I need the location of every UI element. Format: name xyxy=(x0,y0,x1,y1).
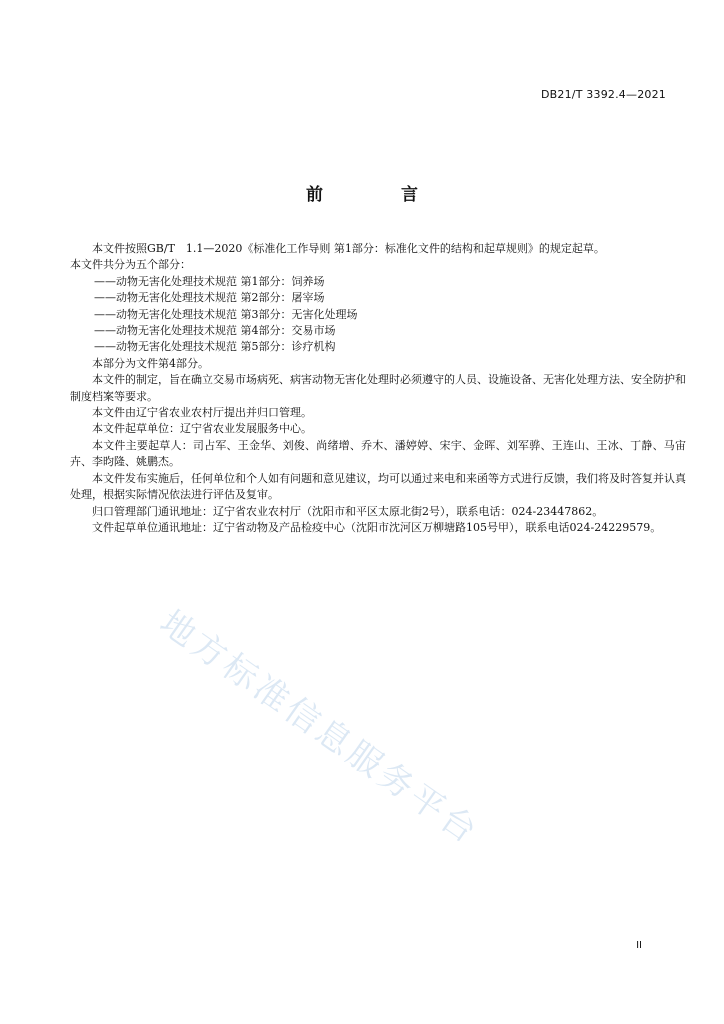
paragraph-proposer: 本文件由辽宁省农业农村厅提出并归口管理。 xyxy=(92,406,312,420)
paragraph-drafting-unit: 本文件起草单位：辽宁省农业发展服务中心。 xyxy=(92,422,312,436)
watermark: 地方标准信息服务平台 xyxy=(152,602,487,854)
paragraph-management-address: 归口管理部门通讯地址：辽宁省农业农村厅（沈阳市和平区太原北街2号），联系电话：024-23447862。 xyxy=(92,504,604,518)
paragraph-parts-intro: 本文件共分为五个部分： xyxy=(70,258,191,272)
paragraph-drafters: 本文件主要起草人：司占军、王金华、刘俊、尚绪增、乔木、潘婷婷、宋宇、金晖、刘军骅、王连山、王冰、丁静、马宙卉、李昀隆、姚鹏杰。 xyxy=(70,438,686,469)
paragraph-part-number: 本部分为文件第4部分。 xyxy=(92,356,209,370)
paragraph-feedback: 本文件发布实施后，任何单位和个人如有问题和意见建议，均可以通过来电和来函等方式进行反馈，我们将及时答复并认真处理，根据实际情况依法进行评估及复审。 xyxy=(70,471,686,502)
list-item: ——动物无害化处理技术规范 第2部分：屠宰场 xyxy=(94,291,325,305)
paragraph-basis: 本文件按照GB/T 1.1—2020《标准化工作导则 第1部分：标准化文件的结构和起草规则》的规定起草。 xyxy=(92,242,605,255)
paragraph-purpose: 本文件的制定，旨在确立交易市场病死、病害动物无害化处理时必须遵守的人员、设施设备、无害化处理方法、安全防护和制度档案等要求。 xyxy=(70,373,686,403)
list-item: ——动物无害化处理技术规范 第5部分：诊疗机构 xyxy=(94,340,336,354)
page-title: 前 言 xyxy=(306,185,454,205)
page-number: II xyxy=(636,940,642,951)
document-body xyxy=(70,241,686,536)
paragraph-drafting-address: 文件起草单位通讯地址：辽宁省动物及产品检疫中心（沈阳市沈河区万柳塘路105号甲），联系电话024-24229579。 xyxy=(92,520,662,534)
list-item: ——动物无害化处理技术规范 第4部分：交易市场 xyxy=(94,324,336,338)
list-item: ——动物无害化处理技术规范 第1部分：饲养场 xyxy=(94,274,325,288)
list-item: ——动物无害化处理技术规范 第3部分：无害化处理场 xyxy=(94,307,358,321)
document-code: DB21/T 3392.4—2021 xyxy=(540,88,666,101)
